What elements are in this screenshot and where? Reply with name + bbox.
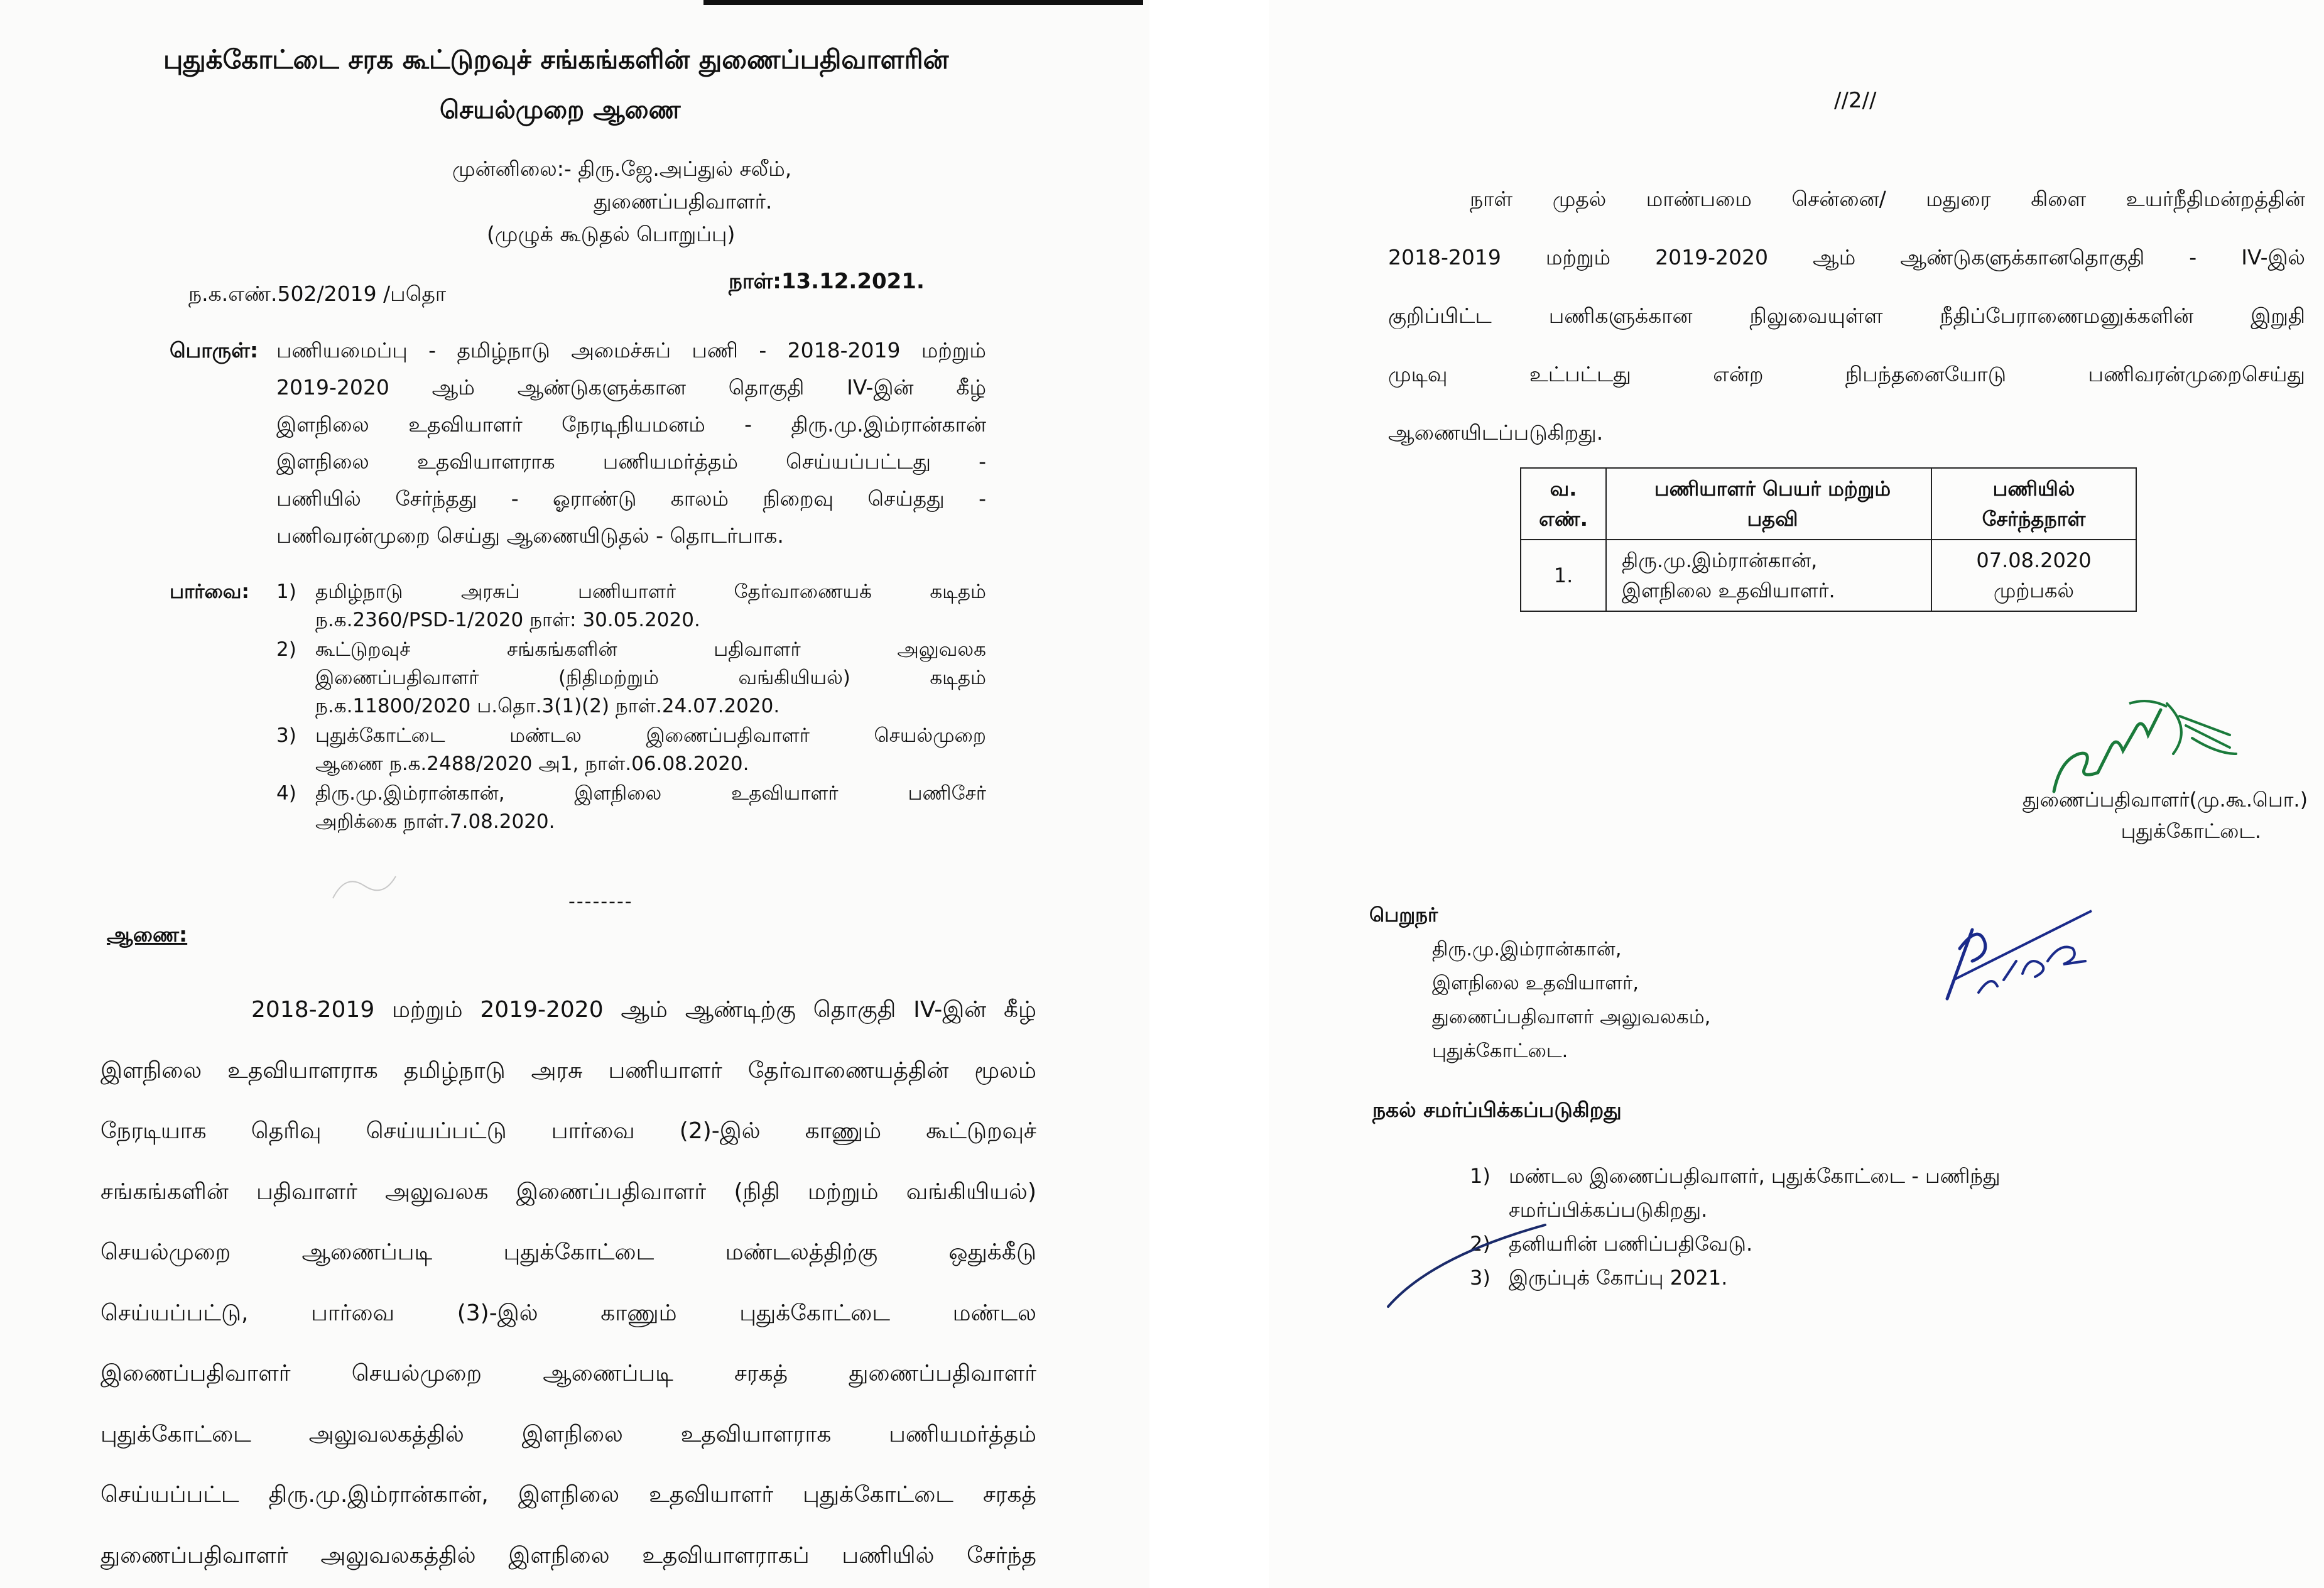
- list-number: 3): [1470, 1266, 1491, 1290]
- order-line: இளநிலை உதவியாளராக தமிழ்நாடு அரசு பணியாளர் தேர்வாணையத்தின் மூலம்: [100, 1057, 1036, 1084]
- faint-pen-mark: [327, 867, 402, 905]
- signatory-place: புதுக்கோட்டை.: [2120, 819, 2261, 843]
- body-line: 2018-2019 மற்றும் 2019-2020 ஆம் ஆண்டுகளுக்கானதொகுதி - IV-இல்: [1388, 245, 2305, 269]
- presence-line: முன்னிலை:- திரு.ஜே.அப்துல் சலீம்,: [452, 156, 792, 181]
- order-line: துணைப்பதிவாளர் அலுவலகத்தில் இளநிலை உதவியாளராகப் பணியில் சேர்ந்த: [100, 1542, 1036, 1569]
- reference-line: திரு.மு.இம்ரான்கான், இளநிலை உதவியாளர் பணிசேர்: [315, 782, 986, 805]
- signature-block: [2023, 784, 2308, 847]
- order-line: செய்யப்பட்ட திரு.மு.இம்ரான்கான், இளநிலை உதவியாளர் புதுக்கோட்டை சரகத்: [100, 1482, 1036, 1508]
- order-line: புதுக்கோட்டை அலுவலகத்தில் இளநிலை உதவியாளராக பணியமர்த்தம்: [100, 1421, 1036, 1447]
- header-text: பதவி: [1747, 507, 1798, 531]
- subject-line: பணியமைப்பு - தமிழ்நாடு அமைச்சுப் பணி - 2018-2019 மற்றும்: [276, 338, 986, 362]
- references-block: [170, 578, 986, 837]
- reference-line: அறிக்கை நாள்.7.08.2020.: [315, 810, 555, 833]
- list-text: மண்டல இணைப்பதிவாளர், புதுக்கோட்டை - பணிந்து: [1509, 1164, 2001, 1188]
- table-header-row: [1521, 468, 2136, 540]
- recipient-label: பெறுநர்: [1369, 904, 1438, 927]
- subject-line: பணியில் சேர்ந்தது - ஓராண்டு காலம் நிறைவு செய்தது -: [276, 486, 986, 511]
- table-row: [1521, 540, 2136, 611]
- body-line: நாள் முதல் மாண்பமை சென்னை/ மதுரை கிளை உயர்நீதிமன்றத்தின்: [1470, 187, 2305, 211]
- header-text: பணியில்: [1992, 477, 2075, 501]
- body-line: குறிப்பிட்ட பணிகளுக்கான நிலுவையுள்ள நீதிப்பேராணைமனுக்களின் இறுதி: [1388, 303, 2305, 328]
- subject-block: [170, 332, 986, 554]
- presence-line: துணைப்பதிவாளர்.: [594, 189, 773, 214]
- handwritten-signature: [2041, 691, 2242, 798]
- order-date: நாள்:13.12.2021.: [729, 269, 925, 294]
- list-number: 2): [1470, 1232, 1491, 1256]
- reference-item: [276, 578, 986, 634]
- column-header-sno: [1521, 468, 1606, 540]
- order-heading: ஆணை:: [107, 922, 188, 947]
- cell-sno: 1.: [1521, 540, 1606, 611]
- separator: --------: [568, 891, 633, 913]
- cell-text: 07.08.2020: [1976, 548, 2092, 572]
- header-text: எண்.: [1539, 507, 1588, 531]
- recipient-block: [1369, 898, 1711, 1068]
- recipient-line: திரு.மு.இம்ரான்கான்,: [1432, 938, 1622, 960]
- page-gap: [1149, 0, 1269, 1588]
- order-line: செயல்முறை ஆணைப்படி புதுக்கோட்டை மண்டலத்திற்கு ஒதுக்கீடு: [100, 1239, 1036, 1265]
- reference-item: [276, 636, 986, 721]
- order-line: 2018-2019 மற்றும் 2019-2020 ஆம் ஆண்டிற்கு தொகுதி IV-இன் கீழ்: [251, 997, 1036, 1023]
- list-item: [1470, 1159, 2001, 1193]
- reference-item: [276, 722, 986, 778]
- page-number: //2//: [1834, 88, 1877, 113]
- reference-line: கூட்டுறவுச் சங்கங்களின் பதிவாளர் அலுவலக: [315, 638, 986, 661]
- recipient-line: இளநிலை உதவியாளர்,: [1432, 972, 1639, 994]
- header-text: பணியாளர் பெயர் மற்றும்: [1654, 477, 1891, 501]
- cell-name: [1606, 540, 1931, 611]
- subject-label: பொருள்:: [170, 338, 259, 362]
- reference-number-label: 3): [276, 724, 296, 747]
- reference-line: ஆணை ந.க.2488/2020 அ1, நாள்.06.08.2020.: [315, 753, 749, 775]
- body-line: முடிவு உட்பட்டது என்ற நிபந்தனையோடு பணிவரன்முறைசெய்து: [1388, 362, 2305, 386]
- order-line: இணைப்பதிவாளர் செயல்முறை ஆணைப்படி சரகத் துணைப்பதிவாளர்: [100, 1361, 1036, 1386]
- references-label: பார்வை:: [170, 580, 249, 603]
- list-text: தனியரின் பணிப்பதிவேடு.: [1509, 1232, 1753, 1256]
- presence-block: [452, 153, 791, 251]
- reference-line: தமிழ்நாடு அரசுப் பணியாளர் தேர்வாணையக் கடிதம்: [315, 580, 986, 603]
- order-line: செய்யப்பட்டு, பார்வை (3)-இல் காணும் புதுக்கோட்டை மண்டல: [100, 1300, 1036, 1326]
- signatory-designation: துணைப்பதிவாளர்(மு.கூ.பொ.): [2023, 788, 2308, 812]
- subject-line: பணிவரன்முறை செய்து ஆணையிடுதல் - தொடர்பாக.: [276, 523, 784, 548]
- reference-number-label: 4): [276, 782, 296, 805]
- subject-line: இளநிலை உதவியாளர் நேரடிநியமனம் - திரு.மு.இம்ரான்கான்: [276, 412, 986, 437]
- reference-number: ந.க.எண்.502/2019 /பதொ: [188, 281, 447, 306]
- reference-item: [276, 780, 986, 836]
- recipient-line: புதுக்கோட்டை.: [1432, 1040, 1568, 1062]
- cell-text: முற்பகல்: [1993, 579, 2075, 602]
- header-text: வ.: [1550, 477, 1577, 501]
- subject-line: 2019-2020 ஆம் ஆண்டுகளுக்கான தொகுதி IV-இன் கீழ்: [276, 375, 986, 400]
- list-item-continuation: சமர்ப்பிக்கப்படுகிறது.: [1509, 1198, 1708, 1222]
- presence-line: (முழுக் கூடுதல் பொறுப்பு): [487, 222, 736, 246]
- list-number: 1): [1470, 1164, 1491, 1188]
- left-page: [0, 0, 1149, 1588]
- list-text: இருப்புக் கோப்பு 2021.: [1509, 1266, 1728, 1290]
- order-body: [100, 980, 1036, 1586]
- scan-edge-bar: [703, 0, 1143, 5]
- cell-text: இளநிலை உதவியாளர்.: [1622, 579, 1835, 602]
- references-list: [276, 578, 986, 836]
- copy-heading: நகல் சமர்ப்பிக்கப்படுகிறது: [1372, 1097, 1622, 1122]
- order-header-title: புதுக்கோட்டை சரக கூட்டுறவுச் சங்கங்களின் துணைப்பதிவாளரின்: [163, 44, 949, 75]
- reference-line: புதுக்கோட்டை மண்டல இணைப்பதிவாளர் செயல்முறை: [315, 724, 986, 747]
- reference-line: இணைப்பதிவாளர் (நிதிமற்றும் வங்கியியல்) கடிதம்: [315, 666, 986, 689]
- cell-text: திரு.மு.இம்ரான்கான்,: [1622, 548, 1818, 572]
- order-line: சங்கங்களின் பதிவாளர் அலுவலக இணைப்பதிவாளர் (நிதி மற்றும் வங்கியியல்): [100, 1178, 1036, 1205]
- body-line: ஆணையிடப்படுகிறது.: [1388, 420, 1604, 445]
- reference-line: ந.க.11800/2020 ப.தொ.3(1)(2) நாள்.24.07.2020.: [315, 695, 780, 717]
- reference-number-label: 2): [276, 638, 296, 661]
- order-line: நேரடியாக தெரிவு செய்யப்பட்டு பார்வை (2)-இல் காணும் கூட்டுறவுச்: [100, 1118, 1036, 1144]
- column-header-name: [1606, 468, 1931, 540]
- reference-line: ந.க.2360/PSD-1/2020 நாள்: 30.05.2020.: [315, 609, 700, 631]
- header-text: சேர்ந்தநாள்: [1982, 507, 2086, 531]
- reference-number-label: 1): [276, 580, 296, 603]
- continuation-body: [1388, 170, 2305, 462]
- column-header-join-date: [1931, 468, 2136, 540]
- handwritten-date-mark: [1935, 905, 2098, 1005]
- recipient-line: துணைப்பதிவாளர் அலுவலகம்,: [1432, 1006, 1711, 1028]
- cell-join-date: [1931, 540, 2136, 611]
- subject-line: இளநிலை உதவியாளராக பணியமர்த்தம் செய்யப்பட்டது -: [276, 449, 986, 474]
- order-header-subtitle: செயல்முறை ஆணை: [440, 95, 681, 124]
- employee-table: [1520, 467, 2137, 612]
- pen-strike-mark: [1382, 1219, 1551, 1313]
- right-page: [1269, 0, 2324, 1588]
